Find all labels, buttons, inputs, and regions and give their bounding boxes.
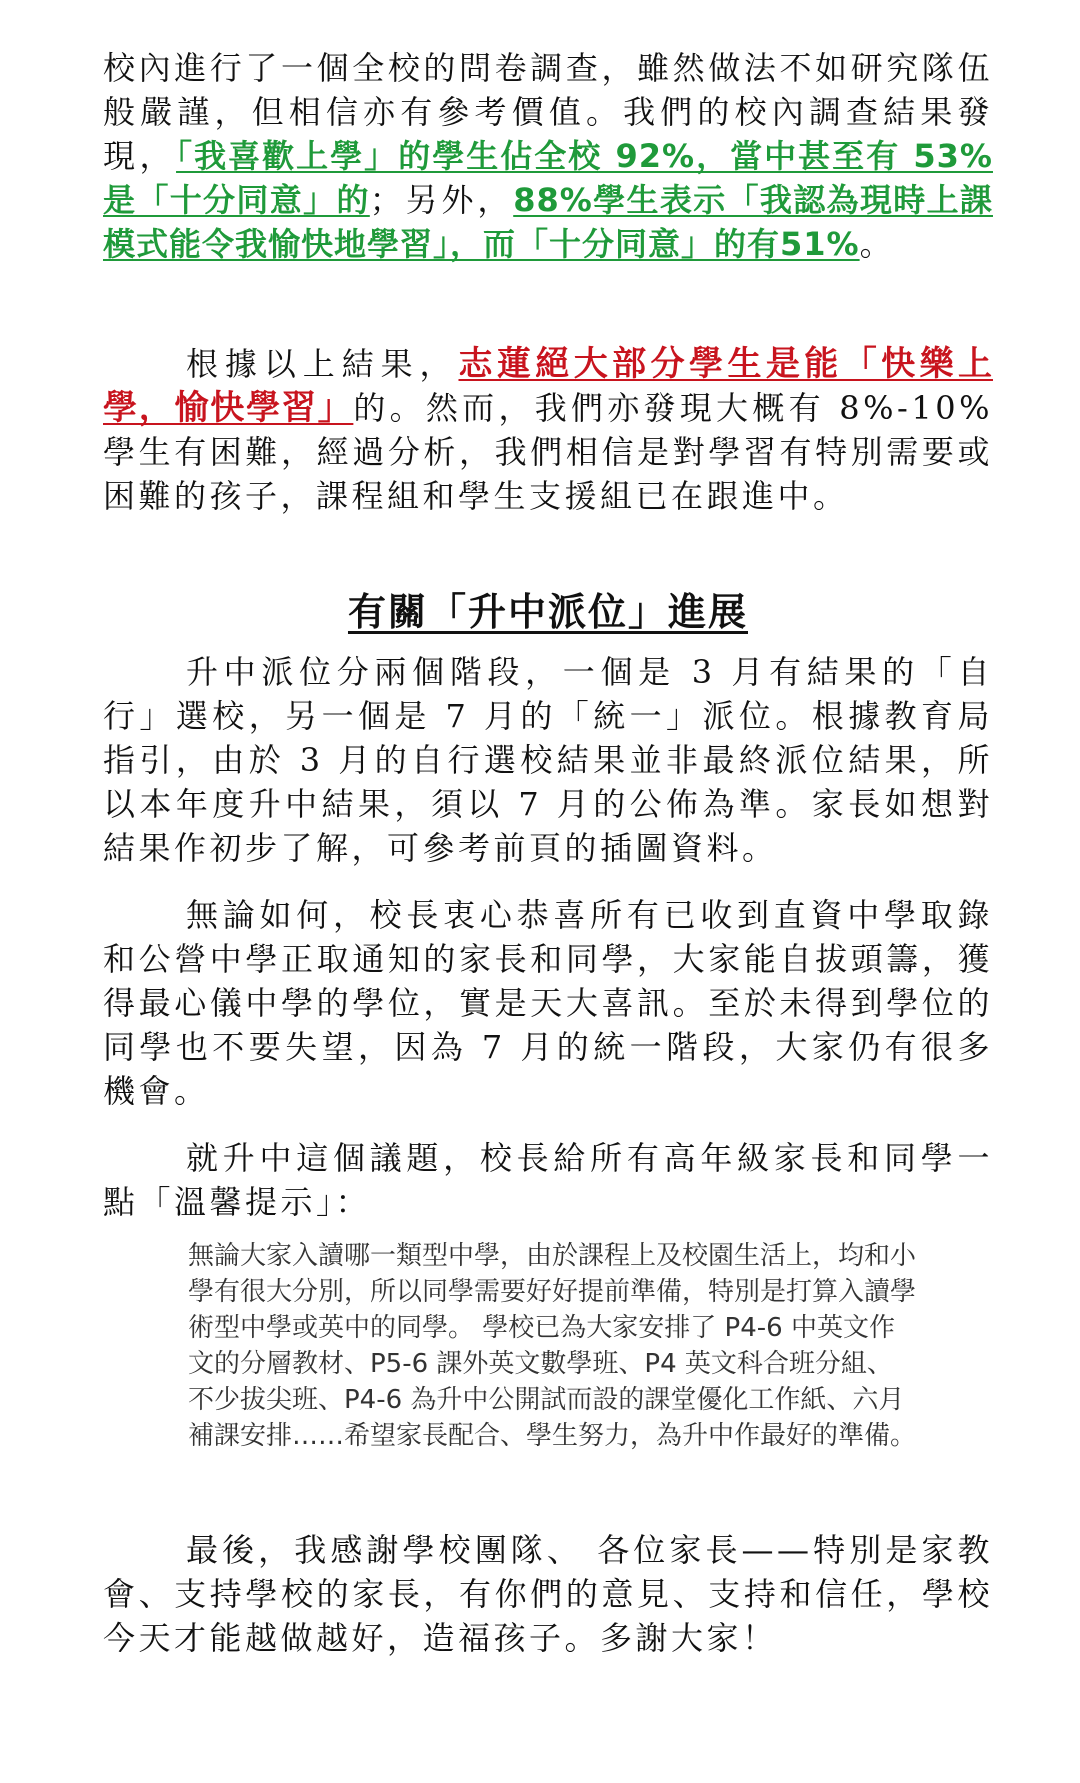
congrats-text: 無論如何，校長衷心恭喜所有已收到直資中學取錄和公營中學正取通知的家長和同學，大家能自拔頭籌，獲得最心儀中學的學位，實是天大喜訊。至於未得到學位的同學也不要失望，因為 7 月的統一階段，大家仍有很多機會。 xyxy=(103,896,993,1110)
warm-reminder-text: 無論大家入讀哪一類型中學，由於課程上及校園生活上，均和小學有很大分別，所以同學需要好好提前準備，特別是打算入讀學術型中學或英中的同學。 學校已為大家安排了 P4-6 中英文作文的分層教材、P5-6 課外英文數學班、P4 英文科合班分組、不少拔尖班、P4-6 為升中公開試而設的課堂優化工作紙、六月補課安排……希望家長配合、學生努力，為升中作最好的準備。 xyxy=(188,1241,917,1451)
result-paragraph xyxy=(103,342,993,518)
result-highlight: 志蓮絕大部分學生是能「快樂上學，愉快學習」 xyxy=(103,344,993,428)
survey-paragraph xyxy=(103,46,993,266)
closing-text: 最後，我感謝學校團隊、 各位家長——特別是家教會、支持學校的家長，有你們的意見、支持和信任，學校今天才能越做越好，造福孩子。多謝大家！ xyxy=(103,1531,993,1657)
survey-connector: ；另外， xyxy=(369,181,514,219)
congrats-paragraph xyxy=(103,893,993,1113)
survey-highlight-enjoy-school: 「我喜歡上學」的學生佔全校 92%，當中甚至有 53%是「十分同意」的 xyxy=(103,137,993,219)
result-rest: 的。然而，我們亦發現大概有 8%-10%學生有困難，經過分析，我們相信是對學習有特別需要或困難的孩子，課程組和學生支援組已在跟進中。 xyxy=(103,389,993,515)
survey-end: 。 xyxy=(859,225,896,263)
reminder-intro-paragraph xyxy=(103,1136,993,1224)
result-intro: 根據以上結果， xyxy=(186,345,459,383)
survey-highlight-happy-learning: 88%學生表示「我認為現時上課模式能令我愉快地學習」，而「十分同意」的有51% xyxy=(103,181,993,263)
allocation-text: 升中派位分兩個階段，一個是 3 月有結果的「自行」選校，另一個是 7 月的「統一」派位。根據教育局指引，由於 3 月的自行選校結果並非最終派位結果，所以本年度升中結果，須以 7 月的公佈為準。家長如想對結果作初步了解，可參考前頁的插圖資料。 xyxy=(103,653,993,867)
allocation-paragraph xyxy=(103,650,993,870)
reminder-intro-text: 就升中這個議題，校長給所有高年級家長和同學一點「溫馨提示」： xyxy=(103,1139,993,1221)
section-heading-text: 有關「升中派位」進展 xyxy=(347,590,748,634)
survey-intro: 校內進行了一個全校的問卷調查，雖然做法不如研究隊伍般嚴謹，但相信亦有參考價值。我們的校內調查結果發現， xyxy=(103,49,993,175)
section-heading xyxy=(103,588,993,636)
warm-reminder-box xyxy=(188,1238,918,1454)
closing-paragraph xyxy=(103,1528,993,1660)
